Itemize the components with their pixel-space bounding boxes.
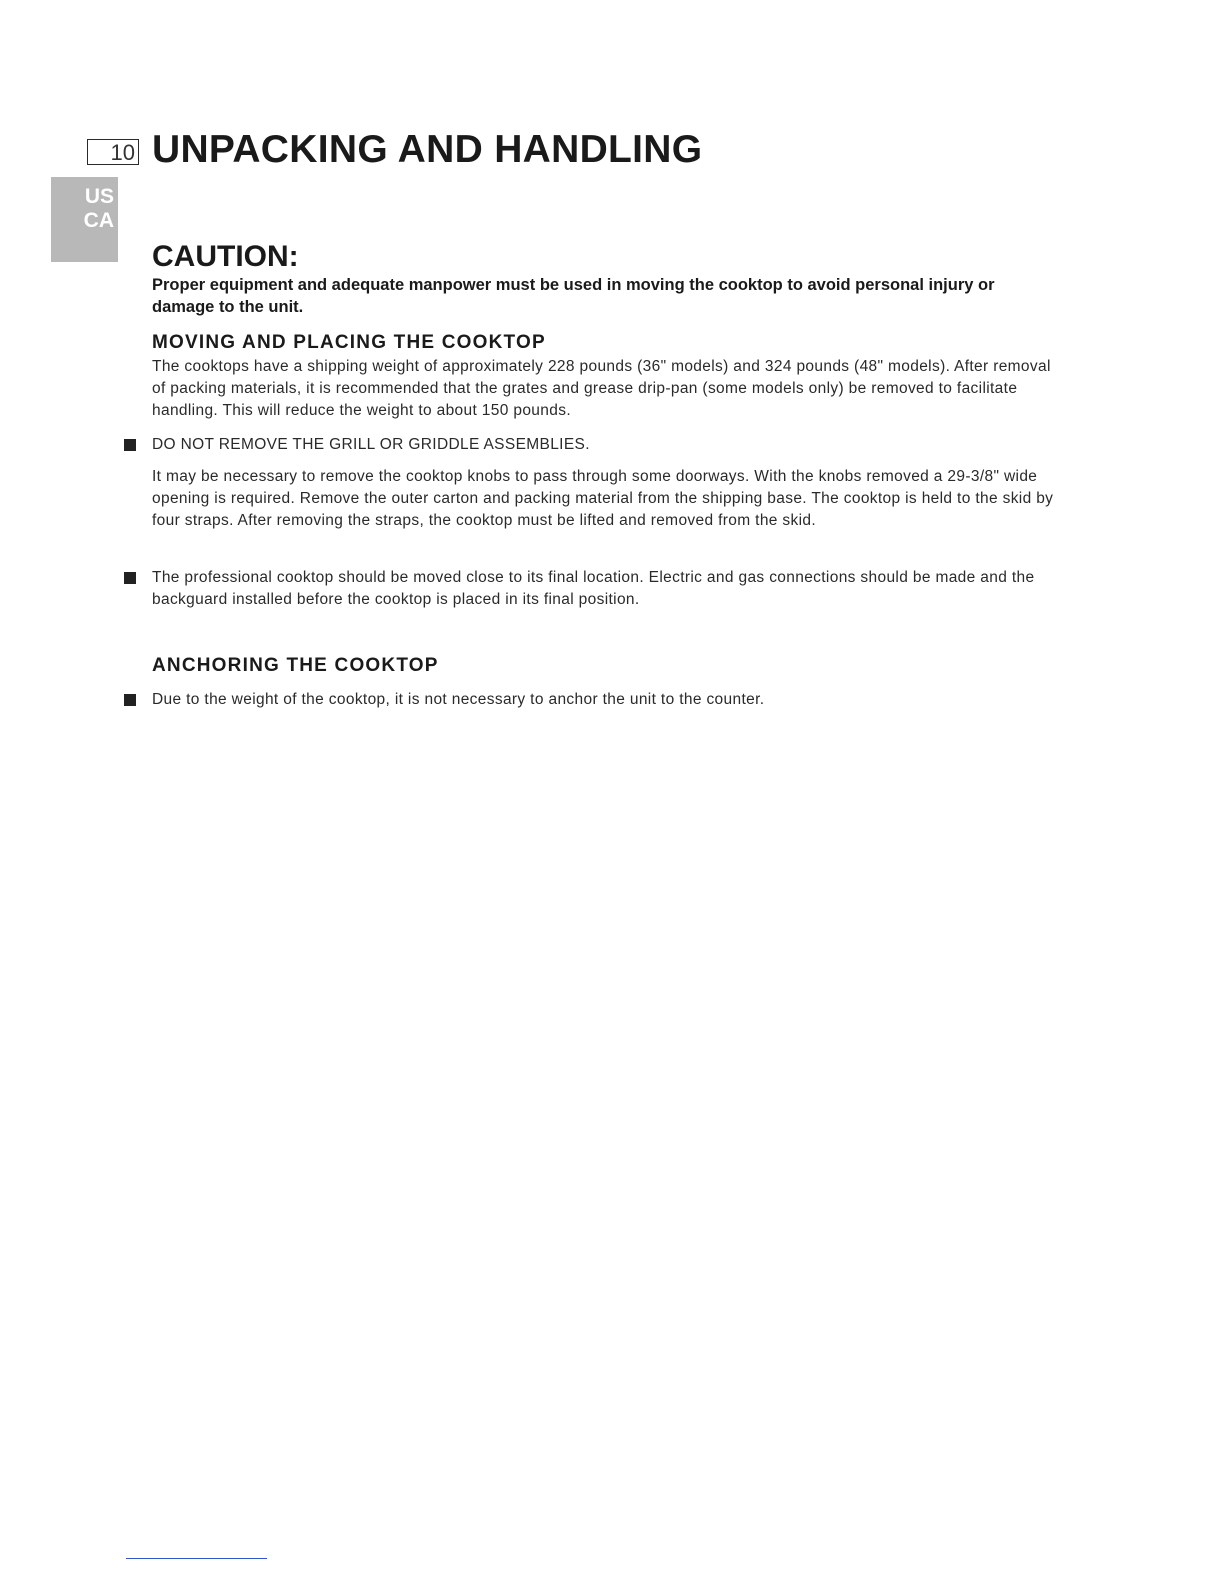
moving-heading: MOVING AND PLACING THE COOKTOP (152, 332, 546, 353)
moving-bullet-2: The professional cooktop should be moved close to its final location. Electric and gas connections should be made and the backguard installed before the cooktop is placed in its final position. (152, 569, 1035, 608)
caution-text: Proper equipment and adequate manpower must be used in moving the cooktop to avoid personal injury or damage to the unit. (152, 276, 995, 316)
anchoring-heading: ANCHORING THE COOKTOP (152, 655, 439, 676)
moving-para-2: It may be necessary to remove the cooktop knobs to pass through some doorways. With the knobs removed a 29-3/8" wide opening is required. Remove the outer carton and packing material from the shipping base. The cooktop is held to the skid by four straps. After removing the straps, the cooktop must be lifted and removed from the skid. (152, 468, 1054, 529)
caution-title: CAUTION: (152, 240, 299, 273)
page-number (87, 139, 139, 165)
anchoring-bullet-1: Due to the weight of the cooktop, it is not necessary to anchor the unit to the counter. (152, 691, 765, 708)
page-title: UNPACKING AND HANDLING (152, 128, 703, 171)
moving-intro: The cooktops have a shipping weight of approximately 228 pounds (36" models) and 324 pounds (48" models). After removal of packing materials, it is recommended that the grates and grease drip-pan (some models only) be removed to facilitate handling. This will reduce the weight to about 150 pounds. (152, 358, 1051, 419)
lang-ca: CA (83, 209, 114, 232)
bullet-marker (124, 694, 136, 706)
page-number-text: 10 (110, 140, 135, 165)
lang-us: US (84, 185, 114, 208)
bullet-marker (124, 572, 136, 584)
language-tab (51, 177, 118, 262)
moving-bullet-1: DO NOT REMOVE THE GRILL OR GRIDDLE ASSEMBLIES. (152, 436, 590, 453)
bullet-marker (124, 439, 136, 451)
footer-rule (126, 1558, 267, 1559)
